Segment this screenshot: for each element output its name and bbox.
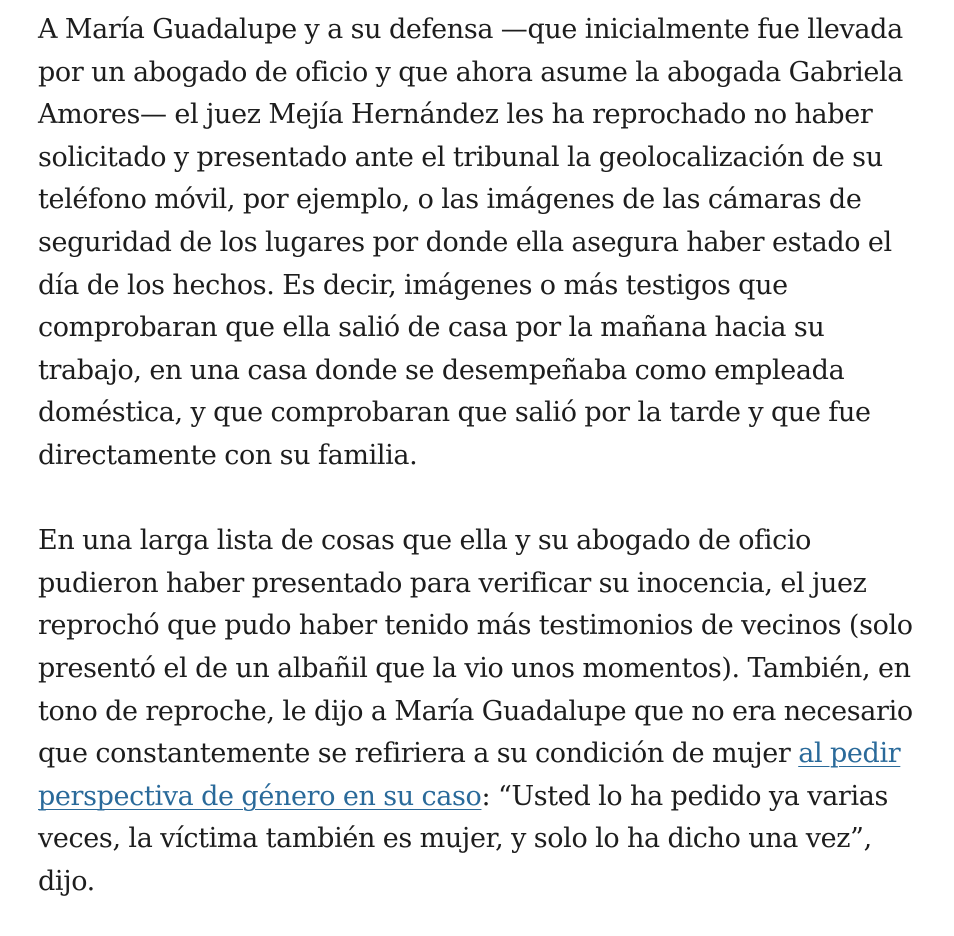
paragraph-2 bbox=[38, 520, 918, 903]
article-body bbox=[38, 9, 918, 903]
paragraph-2-text-before-link: En una larga lista de cosas que ella y su abogado de oficio pudieron haber presentado para verificar su inocencia, el juez reprochó que pudo haber tenido más testimonios de vecinos (solo presentó el de un albañil que la vio unos momentos). También, en tono de reproche, le dijo a María Guadalupe que no era necesario que constantemente se refiriera a su condición de mujer bbox=[38, 525, 913, 770]
paragraph-1: A María Guadalupe y a su defensa —que inicialmente fue llevada por un abogado de oficio y que ahora asume la abogada Gabriela Amores— el juez Mejía Hernández les ha reprochado no haber solicitado y presentado ante el tribunal la geolocalización de su teléfono móvil, por ejemplo, o las imágenes de las cámaras de seguridad de los lugares por donde ella asegura haber estado el día de los hechos. Es decir, imágenes o más testigos que comprobaran que ella salió de casa por la mañana hacia su trabajo, en una casa donde se desempeñaba como empleada doméstica, y que comprobaran que salió por la tarde y que fue directamente con su familia. bbox=[38, 14, 904, 471]
paragraph-2-text-after-link: : “Usted lo ha pedido ya varias veces, la víctima también es mujer, y solo lo ha dicho una vez”, dijo. bbox=[38, 780, 889, 897]
gender-perspective-link[interactable]: al pedir perspectiva de género en su caso bbox=[38, 738, 901, 812]
